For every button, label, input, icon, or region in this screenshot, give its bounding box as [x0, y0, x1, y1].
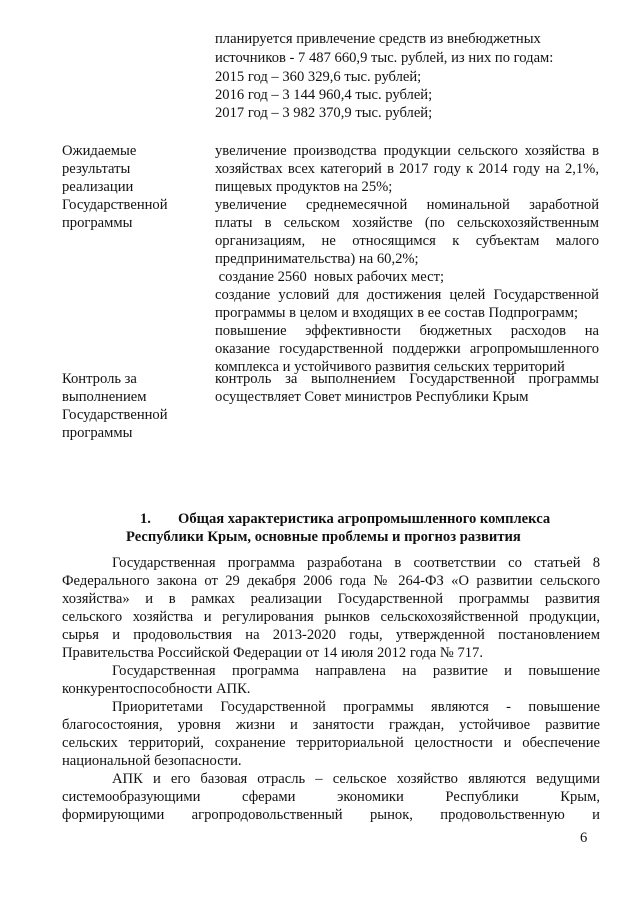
paragraph-line: хозяйства» и в рамках реализации Государственной программы развития: [62, 591, 600, 607]
expected-results-label: программы: [62, 215, 133, 231]
expected-results-line: комплекса и устойчивого развития сельских территорий: [215, 359, 565, 375]
paragraph-line: системообразующими сферами экономики Республики Крым,: [62, 789, 600, 805]
paragraph-line: национальной безопасности.: [62, 753, 242, 769]
expected-results-label: Государственной: [62, 197, 168, 213]
section-title: Общая характеристика агропромышленного комплекса: [178, 511, 551, 527]
expected-results-line: пищевых продуктов на 25%;: [215, 179, 393, 195]
section-number: 1.: [140, 511, 151, 527]
expected-results-line: программы в целом и входящих в ее состав Подпрограмм;: [215, 305, 579, 321]
paragraph-line: благосостояния, уровня жизни и занятости граждан, устойчивое развитие: [62, 717, 600, 733]
paragraph-line: Федерального закона от 29 декабря 2006 года № 264-ФЗ «О развитии сельского: [62, 573, 600, 589]
expected-results-line: повышение эффективности бюджетных расходов на: [215, 323, 599, 339]
paragraph-line: Правительства Российской Федерации от 14 июля 2012 года № 717.: [62, 645, 483, 661]
paragraph-line: конкурентоспособности АПК.: [62, 681, 251, 697]
expected-results-label: результаты: [62, 161, 131, 177]
paragraph-line: АПК и его базовая отрасль – сельское хозяйство являются ведущими: [112, 771, 600, 787]
control-line: контроль за выполнением Государственной программы: [215, 371, 599, 387]
control-label: выполнением: [62, 389, 147, 405]
expected-results-line: организациям, не относящимся к субъектам малого: [215, 233, 599, 249]
expected-results-label: Ожидаемые: [62, 143, 137, 159]
expected-results-line: предпринимательства) на 60,2%;: [215, 251, 419, 267]
section-title: Республики Крым, основные проблемы и прогноз развития: [126, 529, 521, 545]
funding-line: источников - 7 487 660,9 тыс. рублей, из них по годам:: [215, 50, 554, 66]
paragraph-line: сельских территорий, сохранение территориальной целостности и обеспечение: [62, 735, 600, 751]
expected-results-line: платы в сельском хозяйстве (по сельскохозяйственным: [215, 215, 599, 231]
paragraph-line: Государственная программа разработана в соответствии со статьей 8: [112, 555, 600, 571]
paragraph-line: Приоритетами Государственной программы являются - повышение: [112, 699, 600, 715]
control-label: Государственной: [62, 407, 168, 423]
expected-results-line: хозяйствах всех категорий в 2017 году к 2014 году на 2,1%,: [215, 161, 599, 177]
expected-results-line: увеличение производства продукции сельского хозяйства в: [215, 143, 599, 159]
expected-results-line: увеличение среднемесячной номинальной заработной: [215, 197, 599, 213]
funding-year-line: 2016 год – 3 144 960,4 тыс. рублей;: [215, 87, 433, 103]
paragraph-line: формирующими агропродовольственный рынок, продовольственную и: [62, 807, 600, 823]
paragraph-line: сельского хозяйства и регулирования рынков сельскохозяйственной продукции,: [62, 609, 600, 625]
paragraph-line: Государственная программа направлена на развитие и повышение: [112, 663, 600, 679]
expected-results-label: реализации: [62, 179, 134, 195]
funding-year-line: 2017 год – 3 982 370,9 тыс. рублей;: [215, 105, 433, 121]
page-number: 6: [580, 830, 588, 846]
control-label: программы: [62, 425, 133, 441]
funding-year-line: 2015 год – 360 329,6 тыс. рублей;: [215, 69, 422, 85]
expected-results-line: создание условий для достижения целей Государственной: [215, 287, 599, 303]
control-label: Контроль за: [62, 371, 137, 387]
funding-line: планируется привлечение средств из внебюджетных: [215, 31, 541, 47]
expected-results-line: создание 2560 новых рабочих мест;: [215, 269, 445, 285]
control-line: осуществляет Совет министров Республики Крым: [215, 389, 529, 405]
expected-results-line: оказание государственной поддержки агропромышленного: [215, 341, 599, 357]
paragraph-line: сырья и продовольствия на 2013-2020 годы, утвержденной постановлением: [62, 627, 600, 643]
